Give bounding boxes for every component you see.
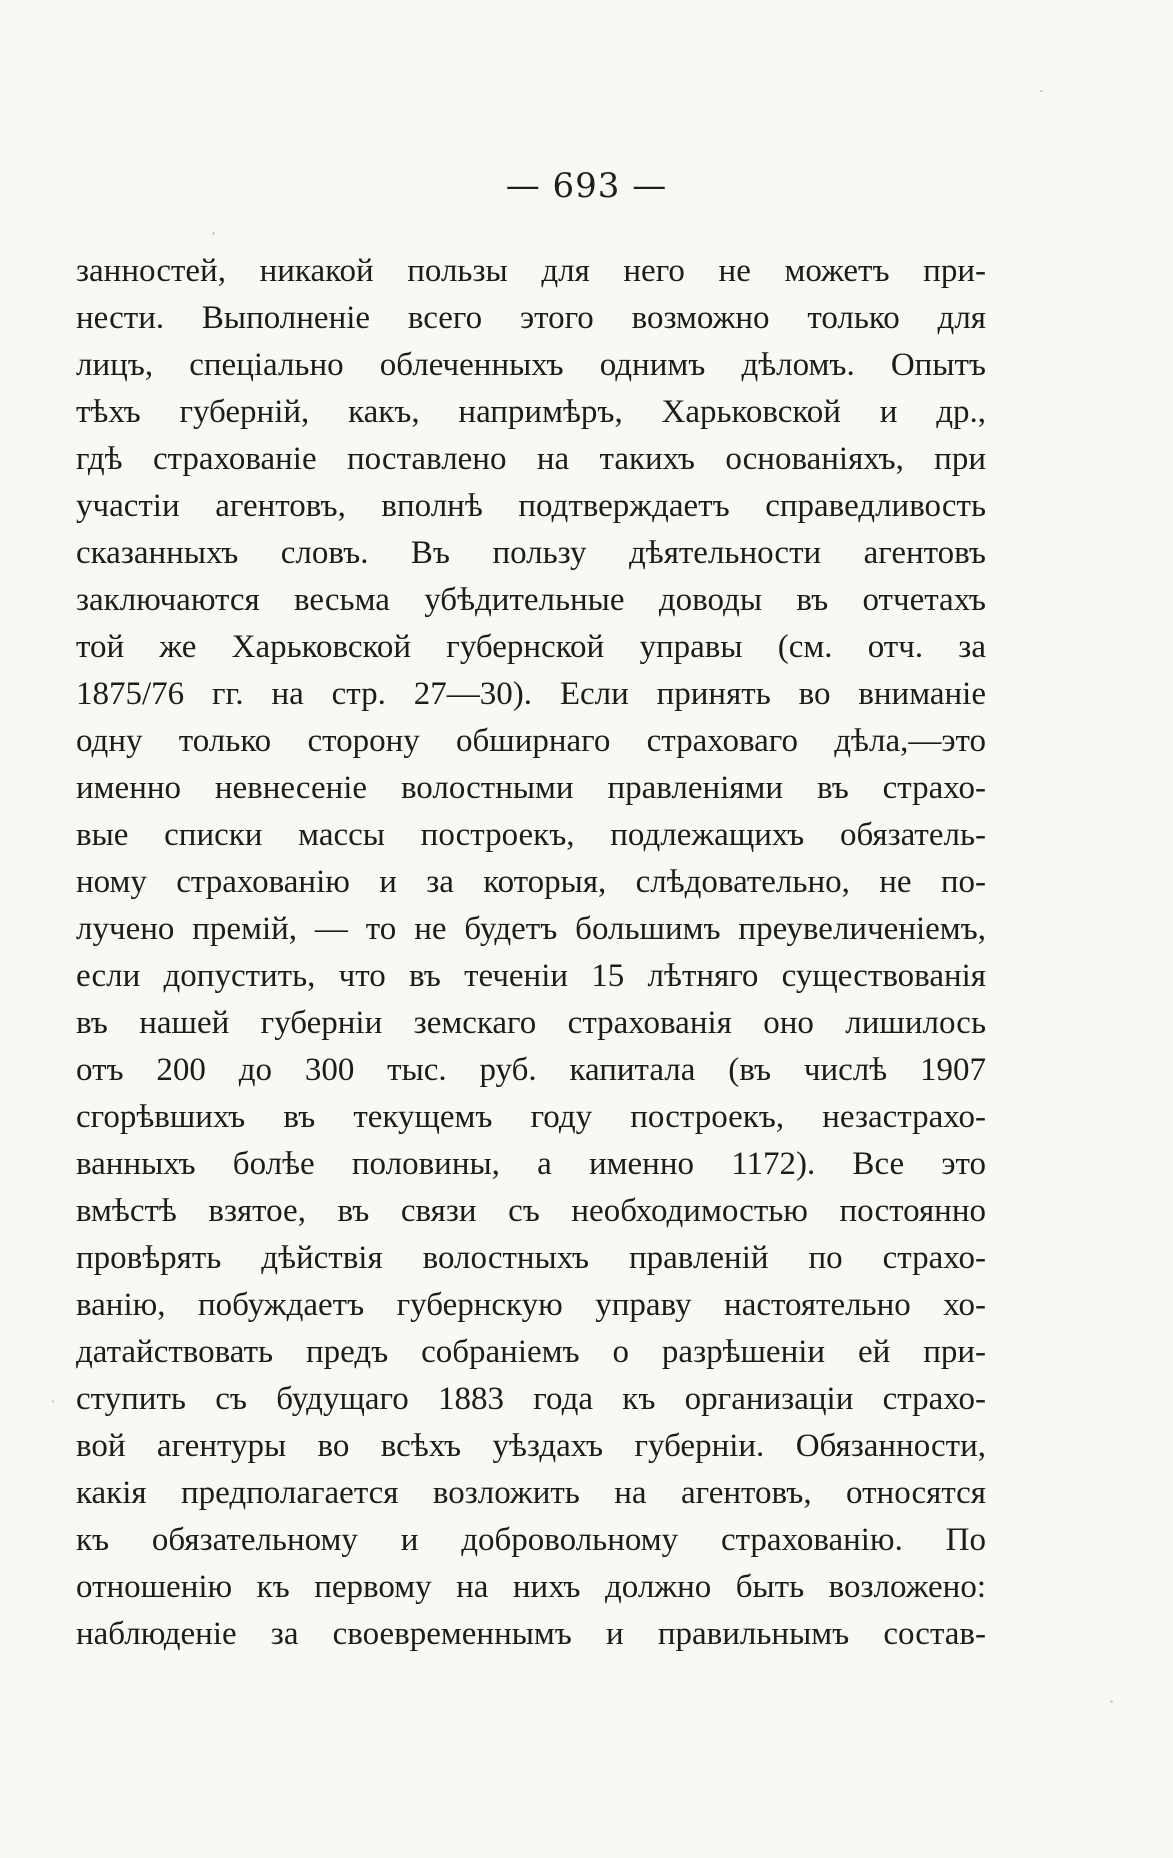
text-line: датайствовать предъ собраніемъ о разрѣшеніи ей при-: [76, 1334, 986, 1370]
text-line: къ обязательному и добровольному страхованію. По: [76, 1522, 986, 1558]
text-line: вой агентуры во всѣхъ уѣздахъ губерніи. Обязанности,: [76, 1428, 986, 1464]
text-line: въ нашей губерніи земскаго страхованія оно лишилось: [76, 1005, 986, 1041]
text-line: одну только сторону обширнаго страховаго дѣла,—это: [76, 723, 986, 759]
text-line: сказанныхъ словъ. Въ пользу дѣятельности агентовъ: [76, 535, 986, 571]
text-line: вые списки массы построекъ, подлежащихъ обязатель-: [76, 817, 986, 853]
text-line: ванныхъ болѣе половины, а именно 1172). Все это: [76, 1146, 986, 1182]
text-line: занностей, никакой пользы для него не можетъ при-: [76, 253, 986, 289]
text-line: 1875/76 гг. на стр. 27—30). Если принять во вниманіе: [76, 676, 986, 712]
text-line: ступить съ будущаго 1883 года къ организаціи страхо-: [76, 1381, 986, 1417]
text-line: отъ 200 до 300 тыс. руб. капитала (въ числѣ 1907: [76, 1052, 986, 1088]
text-line: тѣхъ губерній, какъ, напримѣръ, Харьковской и др.,: [76, 394, 986, 430]
paper-speck: [1040, 90, 1043, 92]
text-line: наблюденіе за своевременнымъ и правильнымъ состав-: [76, 1616, 986, 1652]
text-line: ванію, побуждаетъ губернскую управу настоятельно хо-: [76, 1287, 986, 1323]
text-line: именно невнесеніе волостными правленіями въ страхо-: [76, 770, 986, 806]
text-line: ному страхованію и за которыя, слѣдовательно, не по-: [76, 864, 986, 900]
text-line: той же Харьковской губернской управы (см. отч. за: [76, 629, 986, 665]
text-line: участіи агентовъ, вполнѣ подтверждаетъ справедливость: [76, 488, 986, 524]
body-text: [76, 248, 986, 1658]
paper-speck: [52, 1400, 54, 1403]
text-line: заключаются весьма убѣдительные доводы въ отчетахъ: [76, 582, 986, 618]
text-line: гдѣ страхованіе поставлено на такихъ основаніяхъ, при: [76, 441, 986, 477]
text-line: сгорѣвшихъ въ текущемъ году построекъ, незастрахо-: [76, 1099, 986, 1135]
text-line: нести. Выполненіе всего этого возможно только для: [76, 300, 986, 336]
text-line: лучено премій, — то не будетъ большимъ преувеличеніемъ,: [76, 911, 986, 947]
text-line: провѣрять дѣйствія волостныхъ правленій по страхо-: [76, 1240, 986, 1276]
text-line: отношенію къ первому на нихъ должно быть возложено:: [76, 1569, 986, 1605]
text-line: какія предполагается возложить на агентовъ, относятся: [76, 1475, 986, 1511]
page-number: — 693 —: [505, 166, 668, 206]
text-line: вмѣстѣ взятое, въ связи съ необходимостью постоянно: [76, 1193, 986, 1229]
paper-speck: [1110, 1700, 1113, 1703]
text-line: если допустить, что въ теченіи 15 лѣтняго существованія: [76, 958, 986, 994]
paper-speck: [212, 232, 215, 235]
text-line: лицъ, спеціально облеченныхъ однимъ дѣломъ. Опытъ: [76, 347, 986, 383]
